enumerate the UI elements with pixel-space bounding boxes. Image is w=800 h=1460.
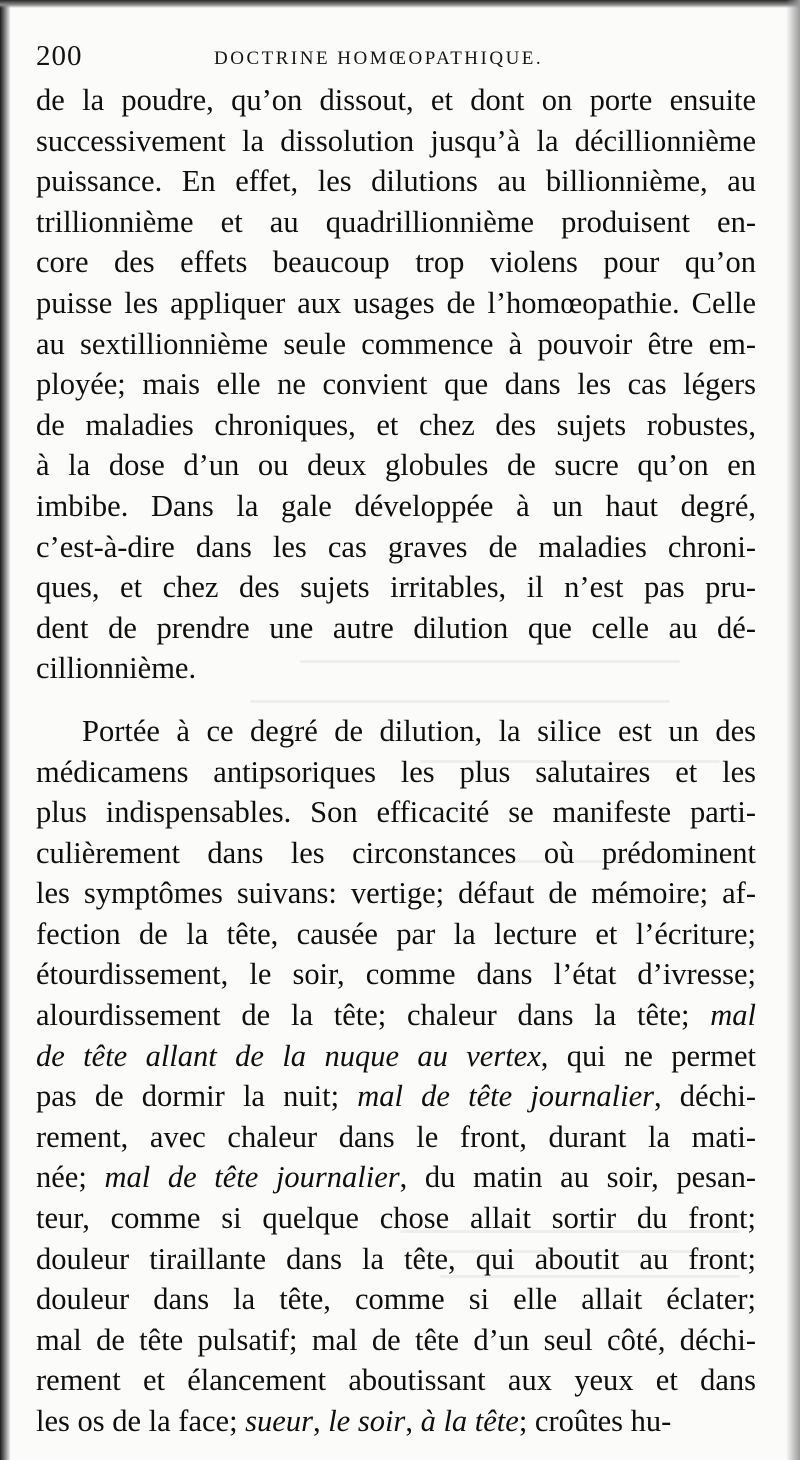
italic-text: mal xyxy=(710,998,756,1033)
text-line xyxy=(36,752,756,793)
paragraph-gap xyxy=(36,689,756,711)
line-text: trillionnième et au quadrillionnième produisent en- xyxy=(36,204,756,239)
line-text: teur, comme si quelque chose allait sortir du front; xyxy=(36,1201,756,1236)
line-text: ployée; mais elle ne convient que dans les cas légers xyxy=(36,367,756,402)
line-text: au sextillionnième seule commence à pouvoir être em- xyxy=(36,326,756,361)
text-line xyxy=(36,1117,756,1158)
line-text: Portée à ce degré de dilution, la silice est un des xyxy=(82,713,756,748)
text-line xyxy=(36,833,756,874)
text-line xyxy=(36,242,756,283)
text-line xyxy=(36,792,756,833)
line-text: médicamens antipsoriques les plus salutaires et les xyxy=(36,754,756,789)
italic-text: sueur xyxy=(245,1404,313,1438)
text-line xyxy=(36,608,756,649)
line-text: douleur tiraillante dans la tête, qui aboutit au front; xyxy=(36,1241,756,1276)
line-text: alourdissement de la tête; chaleur dans la tête; xyxy=(36,998,711,1033)
page-number: 200 xyxy=(36,40,83,72)
line-text: fection de la tête, causée par la lecture et l’écriture; xyxy=(36,916,756,951)
paragraph xyxy=(36,711,756,1442)
page-top-shadow xyxy=(0,0,800,8)
text-line xyxy=(36,873,756,914)
text-line xyxy=(36,1401,756,1442)
line-text: pas de dormir la nuit; xyxy=(36,1079,358,1114)
text-line xyxy=(36,405,756,446)
line-text: core des effets beaucoup trop violens pour qu’on xyxy=(36,245,756,280)
text-line xyxy=(36,1036,756,1077)
text-line xyxy=(36,121,756,162)
text-line xyxy=(36,711,756,752)
italic-text: à la tête xyxy=(420,1404,519,1438)
text-line xyxy=(36,364,756,405)
text-line xyxy=(36,1198,756,1239)
text-line xyxy=(36,954,756,995)
text-line xyxy=(36,648,756,689)
running-head: DOCTRINE HOMŒOPATHIQUE. xyxy=(214,48,544,69)
line-text: dent de prendre une autre dilution que celle au dé- xyxy=(36,610,756,645)
line-text: plus indispensables. Son efficacité se manifeste parti- xyxy=(36,795,756,830)
italic-text: de tête allant de la nuque au vertex xyxy=(36,1038,541,1073)
line-text: douleur dans la tête, comme si elle allait éclater; xyxy=(36,1282,756,1317)
text-line xyxy=(36,80,756,121)
italic-text: mal de tête journalier xyxy=(104,1160,400,1195)
line-text: cillionnième. xyxy=(36,651,197,686)
text-line xyxy=(36,995,756,1036)
line-text: puisse les appliquer aux usages de l’homœopathie. Celle xyxy=(36,285,756,320)
text-line xyxy=(36,1320,756,1361)
italic-text: mal de tête journalier xyxy=(357,1079,654,1114)
line-text: , qui ne permet xyxy=(540,1038,756,1073)
line-text: , déchi- xyxy=(654,1079,756,1114)
line-text: à la dose d’un ou deux globules de sucre qu’on en xyxy=(36,448,756,483)
text-line xyxy=(36,1157,756,1198)
text-line xyxy=(36,202,756,243)
page-gutter-shadow xyxy=(0,0,10,1460)
line-text: ; croûtes hu- xyxy=(518,1404,672,1438)
text-line xyxy=(36,486,756,527)
line-text: de maladies chroniques, et chez des sujets robustes, xyxy=(36,407,756,442)
line-text: , xyxy=(405,1404,421,1438)
line-text: née; xyxy=(36,1160,105,1195)
line-text: culièrement dans les circonstances où prédominent xyxy=(36,835,756,870)
line-text: successivement la dissolution jusqu’à la décillionnième xyxy=(36,123,756,158)
line-text: puissance. En effet, les dilutions au billionnième, au xyxy=(36,164,756,199)
line-text: mal de tête pulsatif; mal de tête d’un seul côté, déchi- xyxy=(36,1322,756,1357)
line-text: les os de la face; xyxy=(36,1404,246,1438)
text-line xyxy=(36,161,756,202)
text-line xyxy=(36,324,756,365)
page-header xyxy=(36,40,776,74)
text-line xyxy=(36,527,756,568)
text-line xyxy=(36,1279,756,1320)
page-right-edge xyxy=(786,0,800,1460)
text-line xyxy=(36,914,756,955)
text-line xyxy=(36,1360,756,1401)
text-line xyxy=(36,283,756,324)
line-text: étourdissement, le soir, comme dans l’état d’ivresse; xyxy=(36,957,756,992)
body-text xyxy=(36,80,756,1442)
line-text: , xyxy=(312,1404,329,1438)
line-text: rement, avec chaleur dans le front, durant la mati- xyxy=(36,1119,756,1154)
line-text: de la poudre, qu’on dissout, et dont on porte ensuite xyxy=(36,83,756,117)
paragraph xyxy=(36,80,756,689)
line-text: , du matin au soir, pesan- xyxy=(399,1160,756,1195)
italic-text: le soir xyxy=(328,1404,406,1438)
text-line xyxy=(36,567,756,608)
line-text: c’est-à-dire dans les cas graves de maladies chroni- xyxy=(36,529,756,564)
text-line xyxy=(36,1239,756,1280)
line-text: rement et élancement aboutissant aux yeux et dans xyxy=(36,1363,756,1398)
text-line xyxy=(36,1076,756,1117)
line-text: imbibe. Dans la gale développée à un haut degré, xyxy=(36,488,756,523)
text-line xyxy=(36,445,756,486)
line-text: ques, et chez des sujets irritables, il n’est pas pru- xyxy=(36,570,756,605)
line-text: les symptômes suivans: vertige; défaut de mémoire; af- xyxy=(36,876,756,911)
